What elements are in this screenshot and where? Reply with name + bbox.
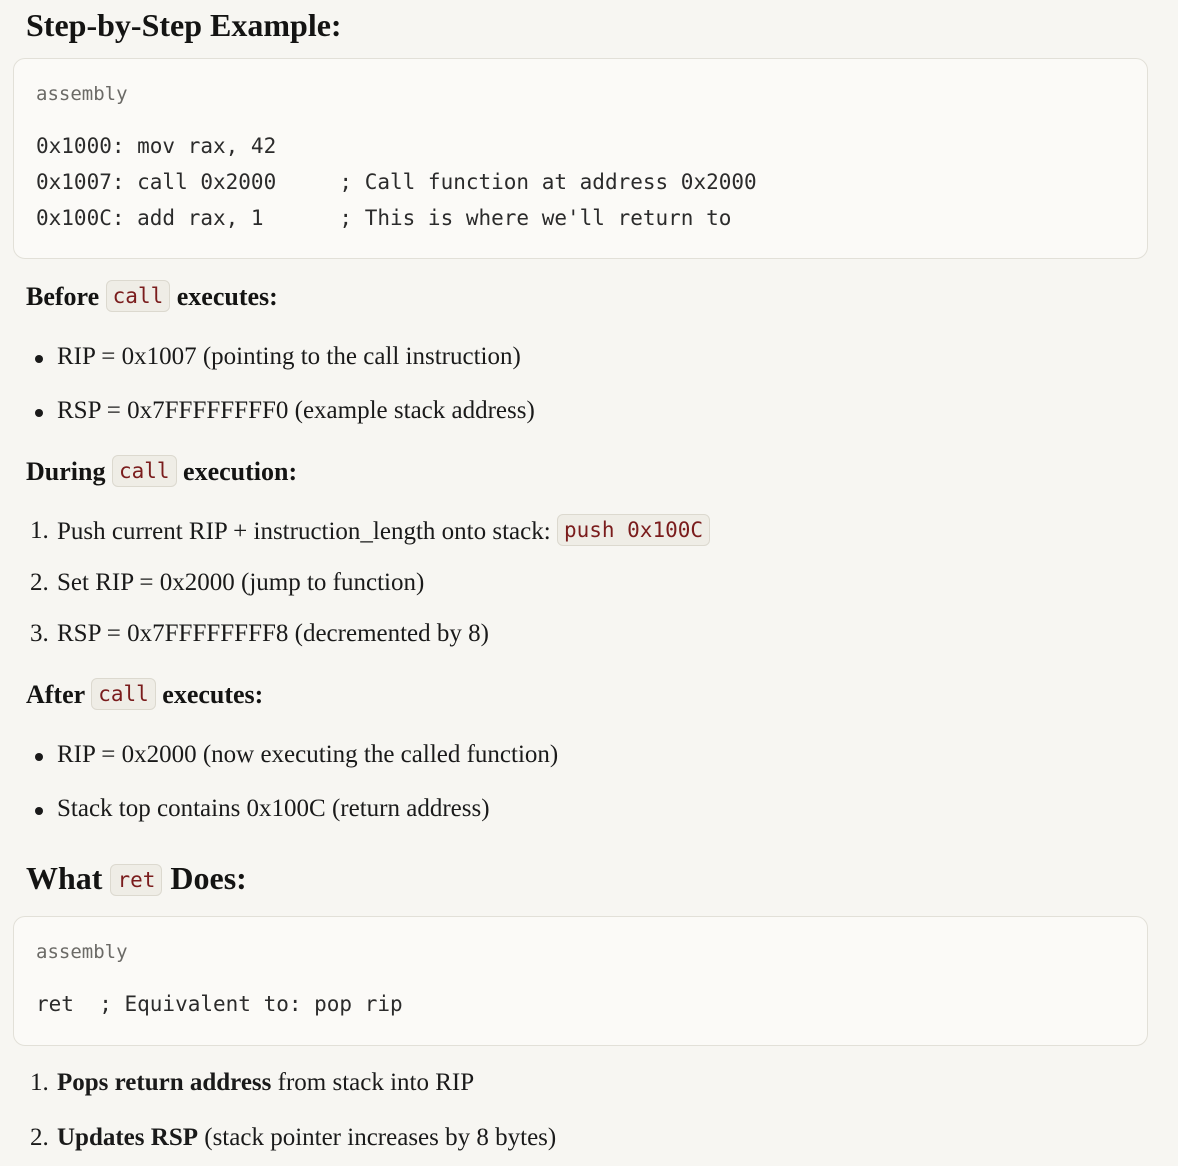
item-number: 2. <box>30 1124 49 1151</box>
code-block-ret <box>13 916 1148 1046</box>
item-number: 1. <box>30 1069 49 1096</box>
subheading-prefix: Before <box>26 282 100 311</box>
inline-code-push: push 0x100C <box>557 514 710 546</box>
item-number: 3. <box>30 620 49 647</box>
item-number: 2. <box>30 569 49 596</box>
inline-code-ret: ret <box>110 864 162 896</box>
item-text-main: Push current RIP + instruction_length onto stack: <box>57 518 551 545</box>
item-bold-text: Pops return address <box>57 1069 272 1096</box>
subheading-after-call <box>26 678 263 712</box>
list-item-text: RIP = 0x1007 (pointing to the call instruction) <box>57 343 521 370</box>
inline-code-call: call <box>112 455 177 487</box>
section-heading-step-by-step: Step-by-Step Example: <box>26 7 342 43</box>
heading-suffix: Does: <box>170 860 247 896</box>
inline-code-call: call <box>91 678 156 710</box>
item-rest-text: from stack into RIP <box>271 1069 475 1096</box>
code-line: 0x100C: add rax, 1 ; This is where we'll return to <box>36 206 732 230</box>
item-rest-text: (stack pointer increases by 8 bytes) <box>198 1124 557 1151</box>
list-item-text <box>57 514 710 549</box>
code-line: 0x1000: mov rax, 42 <box>36 134 277 158</box>
subheading-suffix: executes: <box>162 680 264 709</box>
item-bold-text: Updates RSP <box>57 1124 198 1151</box>
item-number: 1. <box>30 517 49 544</box>
subheading-before-call <box>26 280 278 314</box>
code-line: 0x1007: call 0x2000 ; Call function at address 0x2000 <box>36 170 757 194</box>
subheading-prefix: After <box>26 680 85 709</box>
bullet-icon <box>35 355 43 363</box>
subheading-prefix: During <box>26 457 106 486</box>
section-heading-what-ret-does <box>26 858 247 898</box>
subheading-during-call <box>26 455 297 489</box>
inline-code-call: call <box>106 280 171 312</box>
list-item-text: RSP = 0x7FFFFFFFF8 (decremented by 8) <box>57 620 489 647</box>
code-language-label: assembly <box>36 83 128 105</box>
list-item-text <box>57 1066 474 1100</box>
bullet-icon <box>35 807 43 815</box>
heading-prefix: What <box>26 860 103 896</box>
list-item-text: RSP = 0x7FFFFFFFF0 (example stack address) <box>57 397 535 424</box>
list-item-text: RIP = 0x2000 (now executing the called function) <box>57 741 559 768</box>
list-item-text <box>57 1121 556 1155</box>
code-line: ret ; Equivalent to: pop rip <box>36 992 403 1016</box>
code-block-example <box>13 58 1148 259</box>
list-item-text: Set RIP = 0x2000 (jump to function) <box>57 569 425 596</box>
subheading-suffix: execution: <box>183 457 298 486</box>
list-item-text: Stack top contains 0x100C (return address) <box>57 795 490 822</box>
subheading-suffix: executes: <box>176 282 278 311</box>
code-language-label: assembly <box>36 941 128 963</box>
bullet-icon <box>35 753 43 761</box>
bullet-icon <box>35 409 43 417</box>
